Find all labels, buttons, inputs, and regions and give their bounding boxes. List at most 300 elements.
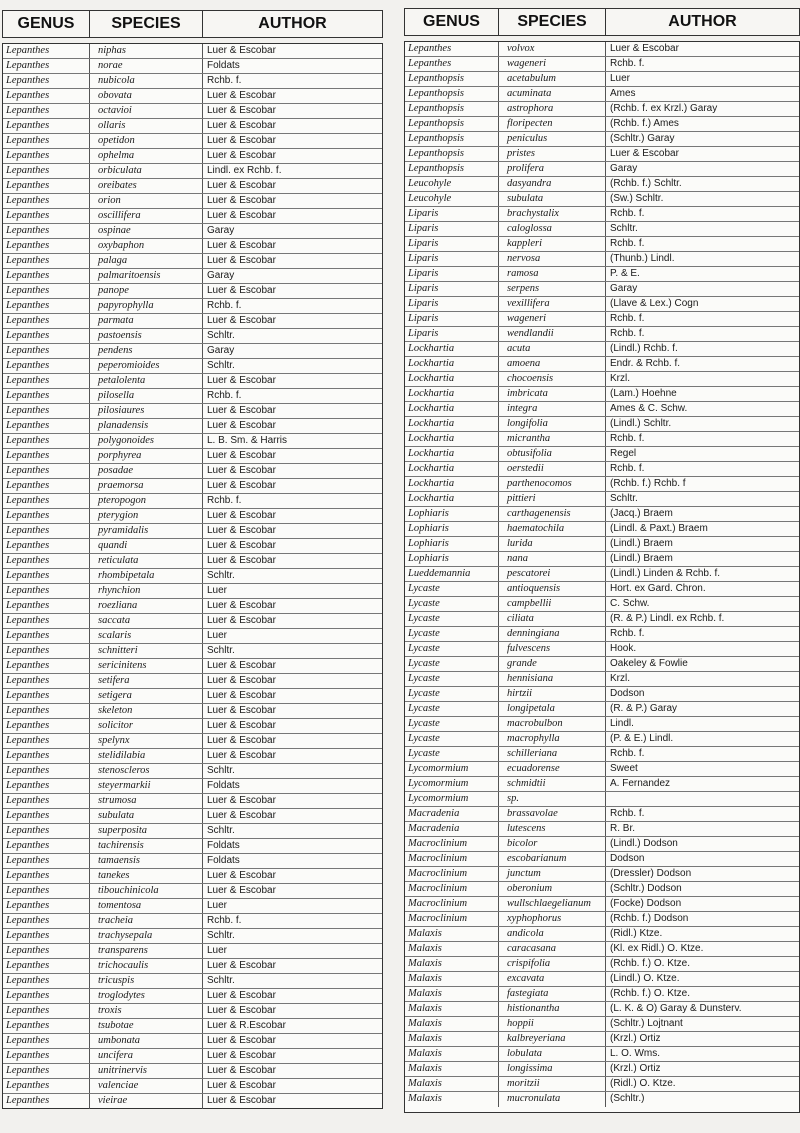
genus-cell: Liparis [408, 223, 439, 234]
table-row [3, 194, 382, 209]
table-row [405, 207, 799, 222]
genus-cell: Lycaste [408, 583, 440, 594]
species-cell: moritzii [498, 1077, 605, 1091]
table-row [405, 957, 799, 972]
genus-cell: Liparis [408, 253, 439, 264]
genus-cell: Lepanthes [6, 750, 50, 761]
author-cell: Luer & Escobar [202, 674, 382, 688]
species-cell: orion [89, 194, 202, 208]
author-cell: (Krzl.) Ortiz [605, 1032, 799, 1046]
author-cell: Schltr. [202, 329, 382, 343]
genus-cell: Malaxis [408, 988, 442, 999]
author-cell: Luer & Escobar [202, 374, 382, 388]
table-row [3, 1019, 382, 1034]
genus-cell: Lepanthes [6, 795, 50, 806]
author-cell: (Ridl.) Ktze. [605, 927, 799, 941]
table-row [3, 764, 382, 779]
species-cell: niphas [89, 44, 202, 58]
table-row [405, 327, 799, 342]
genus-cell: Lycaste [408, 613, 440, 624]
species-cell: acuta [498, 342, 605, 356]
author-cell: Luer & Escobar [202, 1094, 382, 1109]
table-row [405, 942, 799, 957]
genus-cell: Lepanthes [6, 60, 50, 71]
author-cell: Rchb. f. [202, 74, 382, 88]
genus-cell: Lepanthes [6, 660, 50, 671]
genus-cell: Lepanthopsis [408, 103, 465, 114]
species-cell: strumosa [89, 794, 202, 808]
author-cell: Foldats [202, 59, 382, 73]
genus-cell: Lepanthes [6, 210, 50, 221]
author-cell: Rchb. f. [605, 312, 799, 326]
author-cell: Rchb. f. [605, 432, 799, 446]
table-row [3, 644, 382, 659]
genus-cell: Lycomormium [408, 793, 469, 804]
table-row [3, 869, 382, 884]
author-cell: (Krzl.) Ortiz [605, 1062, 799, 1076]
table-row [405, 147, 799, 162]
species-cell: excavata [498, 972, 605, 986]
genus-cell: Lepanthes [6, 780, 50, 791]
species-cell: fulvescens [498, 642, 605, 656]
author-cell: Rchb. f. [605, 807, 799, 821]
species-cell: tamaensis [89, 854, 202, 868]
author-cell: Luer & Escobar [202, 134, 382, 148]
author-cell: Rchb. f. [605, 207, 799, 221]
species-cell: brassavolae [498, 807, 605, 821]
genus-cell: Lepanthes [6, 420, 50, 431]
genus-cell: Lepanthes [6, 240, 50, 251]
author-cell: Luer & Escobar [202, 104, 382, 118]
author-cell: Rchb. f. [605, 627, 799, 641]
table-row [3, 494, 382, 509]
author-cell: (Lindl.) Linden & Rchb. f. [605, 567, 799, 581]
genus-cell: Lepanthes [6, 855, 50, 866]
table-row [3, 854, 382, 869]
table-row [3, 449, 382, 464]
table-row [405, 252, 799, 267]
author-cell: Luer & Escobar [202, 419, 382, 433]
author-cell: (Lindl. & Paxt.) Braem [605, 522, 799, 536]
genus-cell: Macradenia [408, 808, 460, 819]
table-row [3, 884, 382, 899]
species-cell: subulata [498, 192, 605, 206]
species-cell: micrantha [498, 432, 605, 446]
table-row [3, 89, 382, 104]
table-row [405, 702, 799, 717]
genus-cell: Macroclinium [408, 838, 468, 849]
table-row [3, 434, 382, 449]
table-row [405, 357, 799, 372]
species-cell: posadae [89, 464, 202, 478]
author-cell: Luer [202, 899, 382, 913]
author-cell: Rchb. f. [202, 914, 382, 928]
species-cell: stenoscleros [89, 764, 202, 778]
genus-cell: Lycaste [408, 733, 440, 744]
author-cell: Endr. & Rchb. f. [605, 357, 799, 371]
author-cell: (Rchb. f.) Ames [605, 117, 799, 131]
species-cell: caracasana [498, 942, 605, 956]
genus-cell: Liparis [408, 313, 439, 324]
species-cell: nubicola [89, 74, 202, 88]
genus-cell: Lockhartia [408, 388, 455, 399]
table-row [3, 239, 382, 254]
species-cell: praemorsa [89, 479, 202, 493]
species-cell: uncifera [89, 1049, 202, 1063]
left-table-header [2, 10, 383, 38]
species-cell: fastegiata [498, 987, 605, 1001]
author-cell: Hook. [605, 642, 799, 656]
species-cell: escobarianum [498, 852, 605, 866]
genus-cell: Lepanthes [6, 945, 50, 956]
author-cell: (Lindl.) O. Ktze. [605, 972, 799, 986]
table-row [3, 614, 382, 629]
table-row [3, 539, 382, 554]
author-cell: (Ridl.) O. Ktze. [605, 1077, 799, 1091]
table-row [3, 119, 382, 134]
species-cell: rhynchion [89, 584, 202, 598]
species-cell: nervosa [498, 252, 605, 266]
table-row [405, 762, 799, 777]
species-cell: longissima [498, 1062, 605, 1076]
table-row [3, 1049, 382, 1064]
author-cell: Garay [202, 344, 382, 358]
author-cell: Luer & Escobar [202, 314, 382, 328]
species-cell: dasyandra [498, 177, 605, 191]
table-row [3, 254, 382, 269]
genus-cell: Lepanthes [6, 615, 50, 626]
genus-cell: Lepanthes [6, 75, 50, 86]
author-cell: (R. & P.) Garay [605, 702, 799, 716]
table-row [3, 134, 382, 149]
species-cell: stelidilabia [89, 749, 202, 763]
species-cell: oxybaphon [89, 239, 202, 253]
genus-cell: Lepanthopsis [408, 133, 465, 144]
species-cell: norae [89, 59, 202, 73]
genus-cell: Lockhartia [408, 403, 455, 414]
species-cell: ramosa [498, 267, 605, 281]
table-row [405, 492, 799, 507]
genus-cell: Lepanthes [6, 1065, 50, 1076]
species-cell: tracheia [89, 914, 202, 928]
table-row [3, 1079, 382, 1094]
genus-cell: Lepanthes [6, 1020, 50, 1031]
author-cell: Oakeley & Fowlie [605, 657, 799, 671]
species-cell: brachystalix [498, 207, 605, 221]
author-cell [605, 792, 799, 806]
table-row [3, 329, 382, 344]
table-row [3, 1094, 382, 1109]
species-cell: amoena [498, 357, 605, 371]
genus-cell: Lepanthes [6, 645, 50, 656]
table-row [3, 509, 382, 524]
author-cell: Sweet [605, 762, 799, 776]
genus-cell: Lockhartia [408, 478, 455, 489]
species-cell: oberonium [498, 882, 605, 896]
species-cell: obtusifolia [498, 447, 605, 461]
table-row [405, 222, 799, 237]
species-cell: obovata [89, 89, 202, 103]
species-cell: peperomioides [89, 359, 202, 373]
author-cell: Luer & Escobar [202, 869, 382, 883]
table-row [405, 1032, 799, 1047]
author-cell: Dodson [605, 852, 799, 866]
genus-cell: Lepanthes [6, 345, 50, 356]
genus-cell: Lepanthopsis [408, 148, 465, 159]
author-cell: (Rchb. f.) Schltr. [605, 177, 799, 191]
species-cell: reticulata [89, 554, 202, 568]
species-cell: acuminata [498, 87, 605, 101]
species-cell: pyramidalis [89, 524, 202, 538]
table-row [405, 822, 799, 837]
table-row [405, 972, 799, 987]
table-row [405, 987, 799, 1002]
table-row [3, 344, 382, 359]
author-cell: Luer & Escobar [202, 794, 382, 808]
author-cell: (Rchb. f.) Dodson [605, 912, 799, 926]
species-cell: wageneri [498, 57, 605, 71]
species-cell: longipetala [498, 702, 605, 716]
species-cell: setifera [89, 674, 202, 688]
author-cell: Luer & Escobar [202, 959, 382, 973]
genus-cell: Lophiaris [408, 538, 449, 549]
genus-cell: Lepanthes [6, 195, 50, 206]
table-row [3, 809, 382, 824]
species-cell: wendlandii [498, 327, 605, 341]
genus-cell: Lepanthes [6, 765, 50, 776]
genus-cell: Lepanthes [6, 180, 50, 191]
genus-cell: Lepanthes [6, 570, 50, 581]
species-cell: schilleriana [498, 747, 605, 761]
species-cell: ecuadorense [498, 762, 605, 776]
author-cell: Rchb. f. [202, 494, 382, 508]
genus-cell: Lepanthes [6, 315, 50, 326]
species-cell: grande [498, 657, 605, 671]
author-cell: P. & E. [605, 267, 799, 281]
author-cell: (Lindl.) Braem [605, 552, 799, 566]
table-row [3, 734, 382, 749]
author-cell: Luer & Escobar [202, 479, 382, 493]
species-cell: pteropogon [89, 494, 202, 508]
species-cell: pittieri [498, 492, 605, 506]
genus-cell: Lepanthopsis [408, 163, 465, 174]
genus-cell: Lockhartia [408, 343, 455, 354]
table-row [3, 164, 382, 179]
species-cell: histionantha [498, 1002, 605, 1016]
species-cell: pescatorei [498, 567, 605, 581]
table-row [3, 689, 382, 704]
author-cell: (Rchb. f.) O. Ktze. [605, 987, 799, 1001]
table-row [3, 284, 382, 299]
table-row [405, 792, 799, 807]
table-row [405, 657, 799, 672]
genus-cell: Lycaste [408, 598, 440, 609]
genus-cell: Macroclinium [408, 913, 468, 924]
species-cell: valenciae [89, 1079, 202, 1093]
species-cell: imbricata [498, 387, 605, 401]
genus-cell: Lepanthes [6, 375, 50, 386]
genus-cell: Lycaste [408, 628, 440, 639]
species-cell: tomentosa [89, 899, 202, 913]
author-cell: Hort. ex Gard. Chron. [605, 582, 799, 596]
right-table-header [404, 8, 800, 36]
genus-cell: Lophiaris [408, 508, 449, 519]
table-row [405, 717, 799, 732]
author-cell: Rchb. f. [605, 747, 799, 761]
genus-cell: Lepanthes [6, 1035, 50, 1046]
species-cell: spelynx [89, 734, 202, 748]
table-row [3, 224, 382, 239]
author-cell: (Dressler) Dodson [605, 867, 799, 881]
species-cell: parthenocomos [498, 477, 605, 491]
species-cell: pendens [89, 344, 202, 358]
author-cell: Luer & Escobar [202, 704, 382, 718]
genus-cell: Lepanthes [6, 45, 50, 56]
author-cell: Luer & Escobar [202, 1049, 382, 1063]
author-cell: Luer [202, 629, 382, 643]
author-cell: Luer & Escobar [202, 44, 382, 58]
table-row [3, 839, 382, 854]
genus-cell: Lycaste [408, 658, 440, 669]
table-row [405, 897, 799, 912]
table-row [405, 342, 799, 357]
table-row [3, 359, 382, 374]
genus-cell: Macradenia [408, 823, 460, 834]
table-row [3, 779, 382, 794]
species-cell: xyphophorus [498, 912, 605, 926]
species-cell: longifolia [498, 417, 605, 431]
species-cell: oscillifera [89, 209, 202, 223]
genus-cell: Lepanthes [6, 90, 50, 101]
table-row [405, 237, 799, 252]
table-row [3, 554, 382, 569]
genus-cell: Lepanthes [6, 825, 50, 836]
species-cell: nana [498, 552, 605, 566]
table-row [405, 777, 799, 792]
table-row [405, 732, 799, 747]
genus-cell: Lycaste [408, 718, 440, 729]
author-cell: Luer & Escobar [202, 614, 382, 628]
table-row [405, 927, 799, 942]
author-cell: (Lindl.) Rchb. f. [605, 342, 799, 356]
species-cell: macrophylla [498, 732, 605, 746]
author-cell: (Schltr.) Dodson [605, 882, 799, 896]
genus-cell: Lockhartia [408, 493, 455, 504]
table-row [405, 297, 799, 312]
species-cell: ophelma [89, 149, 202, 163]
author-cell: Regel [605, 447, 799, 461]
species-cell: floripecten [498, 117, 605, 131]
species-cell: andicola [498, 927, 605, 941]
species-cell: pterygion [89, 509, 202, 523]
table-row [405, 582, 799, 597]
table-row [3, 719, 382, 734]
species-cell: troxis [89, 1004, 202, 1018]
table-row [3, 404, 382, 419]
table-row [3, 374, 382, 389]
author-cell: C. Schw. [605, 597, 799, 611]
genus-cell: Lepanthes [6, 705, 50, 716]
author-cell: Luer & Escobar [202, 209, 382, 223]
table-row [3, 314, 382, 329]
author-cell: Luer & Escobar [605, 42, 799, 56]
species-cell: planadensis [89, 419, 202, 433]
species-cell: mucronulata [498, 1092, 605, 1107]
author-cell: Luer & Escobar [202, 284, 382, 298]
species-cell: polygonoides [89, 434, 202, 448]
table-row [405, 387, 799, 402]
right-table-body [404, 41, 800, 1113]
author-cell: (Sw.) Schltr. [605, 192, 799, 206]
table-row [405, 117, 799, 132]
genus-cell: Malaxis [408, 958, 442, 969]
genus-cell: Lepanthes [6, 675, 50, 686]
table-row [405, 282, 799, 297]
header-species: SPECIES [498, 9, 605, 35]
author-cell: Luer & Escobar [202, 239, 382, 253]
author-cell: Schltr. [202, 569, 382, 583]
table-row [3, 524, 382, 539]
table-row [3, 479, 382, 494]
table-row [405, 642, 799, 657]
table-row [3, 1064, 382, 1079]
table-row [3, 569, 382, 584]
genus-cell: Lepanthes [6, 975, 50, 986]
table-row [3, 914, 382, 929]
table-row [3, 584, 382, 599]
genus-cell: Macroclinium [408, 898, 468, 909]
author-cell: Luer & Escobar [202, 809, 382, 823]
left-table-body [2, 43, 383, 1109]
species-cell: haematochila [498, 522, 605, 536]
author-cell: (Lindl.) Dodson [605, 837, 799, 851]
genus-cell: Malaxis [408, 1063, 442, 1074]
table-row [405, 687, 799, 702]
species-cell: tricuspis [89, 974, 202, 988]
genus-cell: Malaxis [408, 928, 442, 939]
genus-cell: Lepanthes [6, 600, 50, 611]
species-cell: skeleton [89, 704, 202, 718]
species-cell: tachirensis [89, 839, 202, 853]
genus-cell: Lophiaris [408, 553, 449, 564]
table-row [3, 929, 382, 944]
genus-cell: Lepanthes [408, 43, 452, 54]
genus-cell: Lepanthes [6, 540, 50, 551]
species-cell: umbonata [89, 1034, 202, 1048]
table-row [405, 462, 799, 477]
genus-cell: Lophiaris [408, 523, 449, 534]
genus-cell: Lepanthes [6, 1050, 50, 1061]
genus-cell: Liparis [408, 298, 439, 309]
species-cell: superposita [89, 824, 202, 838]
genus-cell: Lepanthopsis [408, 118, 465, 129]
table-row [405, 57, 799, 72]
table-row [3, 1004, 382, 1019]
species-cell: petalolenta [89, 374, 202, 388]
species-cell: palaga [89, 254, 202, 268]
species-cell: steyermarkii [89, 779, 202, 793]
species-cell: panope [89, 284, 202, 298]
author-cell: Luer & Escobar [202, 1004, 382, 1018]
table-row [405, 267, 799, 282]
author-cell: Luer & Escobar [202, 749, 382, 763]
species-cell: unitrinervis [89, 1064, 202, 1078]
author-cell: (Rchb. f.) O. Ktze. [605, 957, 799, 971]
genus-cell: Lockhartia [408, 448, 455, 459]
author-cell: Luer & Escobar [202, 449, 382, 463]
genus-cell: Lueddemannia [408, 568, 471, 579]
genus-cell: Lockhartia [408, 373, 455, 384]
